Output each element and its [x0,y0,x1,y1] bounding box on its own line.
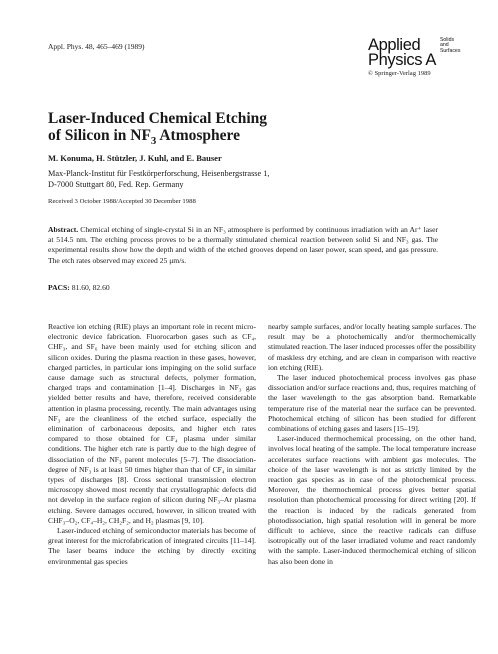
journal-section-word: Solids [439,37,455,43]
pacs-line [48,283,110,292]
affiliation-line-1: Max-Planck-Institut für Festkörperforschung, Heisenbergstrasse 1, [48,169,270,178]
journal-section-word: Surfaces [439,47,461,54]
affiliation [48,168,270,190]
journal-section-word: and [439,42,449,49]
body-paragraph: Laser-induced thermochemical processing, on the other hand, involves local heating of the sample. The local temperature increase accelerates surface reactions with ambient gas molecules. The choice of the laser wavelength is not as strictly limited by the reaction gas species as in case of the photochemical process. Moreover, the thermochemical process gives better spatial resolution than photochemical processing for direct writing [20]. If the reaction is induced by the radicals generated from photodissociation, high spatial resolution will in general be more difficult to achieve, since the reactive radicals can diffuse isotropically out of the laser irradiated volume and react randomly with the sample. Laser-induced thermochemical etching of silicon has also been done in [268,434,476,566]
abstract-label: Abstract. [48,225,79,234]
body-paragraph: The laser induced photochemical process involves gas phase dissociation and/or surface reactions and, thus, requires matching of the laser wavelength to the gas absorption band. Remarkable temperature rise of the material near the surface can be prevented. Photochemical etching of silicon has been studied for different combinations of etching gases and lasers [15–19]. [268,373,476,434]
body-paragraph: Reactive ion etching (RIE) plays an important role in recent micro-electronic device fabrication. Fluorocarbon gases such as CF₄, CHF₃, and SF₆ have been mainly used for etching silicon and silicon oxides. During the plasma reaction in these gases, however, charged particles, in particular ions impinging on the solid surface cause damage such as structural defects, polymer formation, charged traps and contamination [1–4]. Discharges in NF₃ gas yielded better results and have, therefore, received considerable attention in plasma processing, recently. The main advantages using NF₃ are the cleanliness of the etched surface, especially the elimination of carbonaceous deposits, and higher etch rates compared to those obtained for CF₄ plasma under similar conditions. The higher etch rate is partly due to the high degree of dissociation of the NF₃ parent molecules [5–7]. The dissociation-degree of NF₃ is at least 50 times higher than that of CF₄ in similar types of discharges [8]. Cross sectional transmission electron microscopy showed most recently that crystallographic defects did not develop in the surface region of silicon during NF₃–Ar plasma etching. Severe damages occured, however, in silicon treated with CHF₃–O₂, CF₄–H₂, CH₂F₂, and H₂ plasmas [9, 10]. [48,322,256,525]
journal-section [440,38,460,54]
title-subscript: 3 [150,135,157,148]
body-column-right [268,322,476,567]
title-line-1: Laser-Induced Chemical Etching [48,110,268,127]
body-column-left [48,322,256,567]
title-line-2-end: Atmosphere [156,127,241,144]
title-line-2: of Silicon in NF [48,127,151,144]
received-date: Received 3 October 1988/Accepted 30 December 1988 [48,198,196,205]
pacs-label: PACS: [48,283,70,292]
journal-name-line2: Physics A [368,51,436,69]
body-paragraph: nearby sample surfaces, and/or locally heating sample surfaces. The result may be a photochemically and/or thermochemically stimulated reaction. The laser induced processes offer the possibility of maskless dry etching, and are clean in comparison with reactive ion etching (RIE). [268,322,476,372]
journal-name-line1: Applied [368,36,421,54]
abstract-text: Chemical etching of single-crystal Si in an NF₃ atmosphere is performed by continuous irradiation with an Ar⁺ laser at 514.5 nm. The etching process proves to be a thermally stimulated chemical reaction between solid Si and NF₃ gas. The experimental results show how the depth and width of the etched grooves depend on laser power, scan speed, and gas pressure. The etch rates observed may exceed 25 μm/s. [48,225,438,265]
affiliation-line-2: D-7000 Stuttgart 80, Fed. Rep. Germany [48,180,184,189]
copyright: © Springer-Verlag 1989 [368,70,431,77]
body-paragraph: Laser-induced etching of semiconductor materials has become of great interest for the microfabrication of integrated circuits [11–14]. The laser beams induce the etching by directly exciting environmental gas species [48,526,256,566]
pacs-codes: 81.60, 82.60 [71,283,110,292]
author-list: M. Konuma, H. Stützler, J. Kuhl, and E. Bauser [48,153,222,163]
article-title [48,110,378,148]
journal-citation: Appl. Phys. 48, 465–469 (1989) [48,42,145,51]
journal-logo [368,38,468,77]
abstract [48,225,438,266]
